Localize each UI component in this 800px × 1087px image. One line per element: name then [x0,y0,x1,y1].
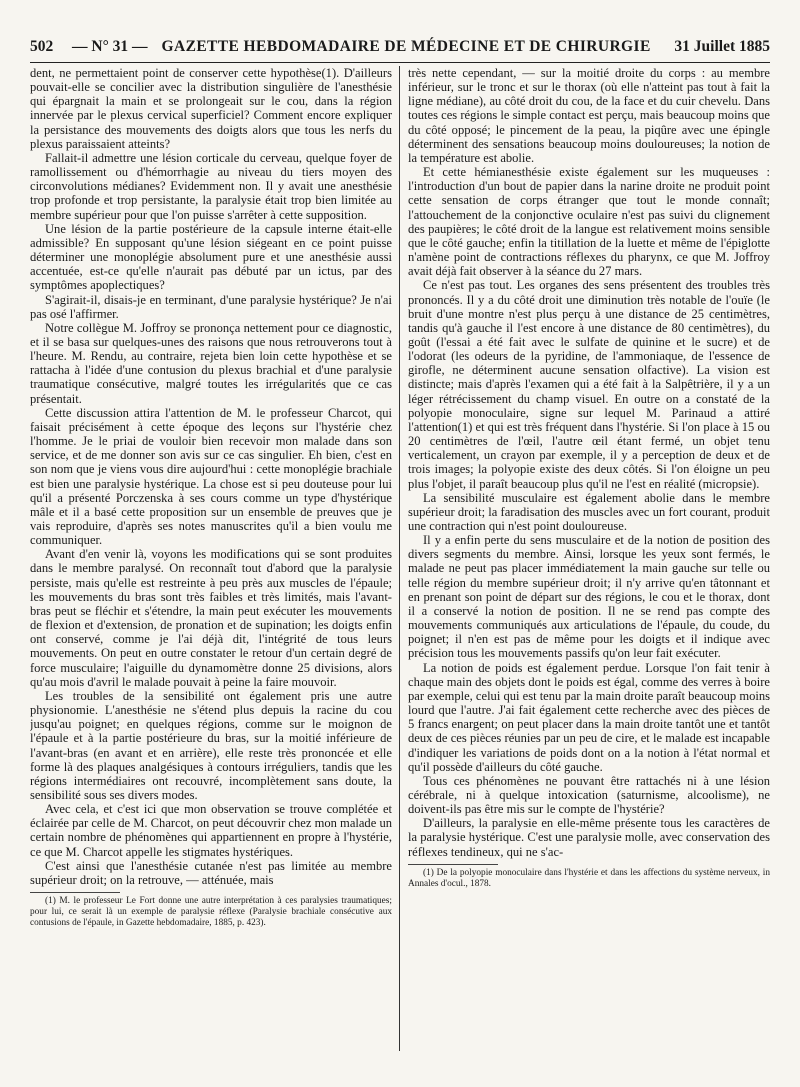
paragraph: S'agirait-il, disais-je en terminant, d'une paralysie hystérique? Je n'ai pas osé l'affirmer. [30,292,392,321]
paragraph: Avec cela, et c'est ici que mon observation se trouve complétée et éclairée par celle de M. Charcot, on peut découvrir chez mon malade un certain nombre de phénomènes qui appartiennent en propre à l'hystérie, ce que M. Charcot appelle les stigmates hystériques. [30,802,392,859]
paragraph: La notion de poids est également perdue. Lorsque l'on fait tenir à chaque main des objets dont le poids est égal, comme des verres à boire par exemple, celui qui est tenu par la main droite paraît beaucoup moins lourd que l'autre. J'ai fait également cette recherche avec des pièces de 5 francs enargent; on peut placer dans la main droite tantôt une et tantôt deux de ces pièces réunies par un peu de cire, et le malade est incapable d'indiquer les variations de poids dont on a la notion à l'état normal et qu'il possède d'ailleurs du côté gauche. [408,660,770,774]
issue-number: — N° 31 — [72,38,148,55]
paragraph: Il y a enfin perte du sens musculaire et de la notion de position des divers segments du membre. Ainsi, lorsque les yeux sont fermés, le malade ne peut pas placer immédiatement la main gauche sur telle ou telle région du membre supérieur droit; il n'y arrive qu'en tâtonnant et en prenant son point de départ sur des régions, le cou et le thorax, dont il a conservé la notion de position. Il ne se rend pas compte des mouvements communiqués aux articulations de l'épaule, du coude, du poignet; il n'en est pas de même pour les doigts et il indique avec précision tous les mouvements passifs qu'on leur fait exécuter. [408,533,770,661]
footnote: (1) De la polyopie monoculaire dans l'hystérie et dans les affections du système nerveux, in Annales d'ocul., 1878. [408,867,770,889]
column-divider [399,66,400,1051]
paragraph: dent, ne permettaient point de conserver cette hypothèse(1). D'ailleurs pouvait-elle se concilier avec la distribution singulière de l'anesthésie qui épargnait la main et se prolongeait sur le cou, dans la région innervée par le plexus cervical superficiel? Comment encore expliquer la persistance des mouvements des doigts alors que tous les nerfs du plexus paraissaient atteints? [30,66,392,151]
paragraph: C'est ainsi que l'anesthésie cutanée n'est pas limitée au membre supérieur droit; on la retrouve, — atténuée, mais [30,858,392,887]
paragraph: Notre collègue M. Joffroy se prononça nettement pour ce diagnostic, et il se basa sur quelques-unes des raisons que nous retrouverons tout à l'heure. M. Rendu, au contraire, rejeta bien loin cette hypothèse et se rattacha à l'idée d'une contusion du plexus brachial et d'une paralysie traumatique consécutive, malgré toutes les irrégularités que ce cas présentait. [30,320,392,406]
paragraph: Une lésion de la partie postérieure de la capsule interne était-elle admissible? En supposant qu'une lésion siégeant en ce point puisse déterminer une monoplégie absolument pure et une anesthésie aussi accentuée, est-ce qu'elle n'aurait pas débuté par un ictus, par des symptômes apoplectiques? [30,221,392,293]
paragraph: Fallait-il admettre une lésion corticale du cerveau, quelque foyer de ramollissement ou d'hémorrhagie au niveau du tiers moyen des circonvolutions médianes? Evidemment non. Il y avait une anesthésie trop profonde et trop persistante, la paralysie était trop bien limitée au membre supérieur pour que l'on puisse s'arrêter à cette supposition. [30,150,392,222]
issue-date: 31 Juillet 1885 [674,38,770,55]
paragraph: Avant d'en venir là, voyons les modifications qui se sont produites dans le membre paralysé. On reconnaît tout d'abord que la paralysie persiste, mais qu'elle est restreinte à peu près aux muscles de l'épaule; les mouvements du bras sont très faibles et très limités, mais l'avant-bras peut se fléchir et s'étendre, la main peut exécuter les mouvements de flexion et d'extension, de pronation et de supination; les doigts enfin ont conservé, comme je l'ai déjà dit, l'intégrité de tous leurs mouvements. On peut en outre constater le retour d'un certain degré de force musculaire; l'aiguille du dynamomètre donne 25 divisions, alors qu'au mois d'avril le malade pouvait à peine la faire mouvoir. [30,547,392,689]
paragraph: Et cette hémianesthésie existe également sur les muqueuses : l'introduction d'un bout de papier dans la narine droite ne produit point cette sensation de corps étranger que tout le monde connaît; l'attouchement de la conjonctive oculaire n'est pas suivi du clignement des paupières; le côté droit de la langue est relativement moins sensible que le côté gauche; enfin la titillation de la luette et même de l'épiglotte n'amène point de contractions réflexes du pharynx, ce que M. Joffroy avait déjà fait observer à la séance du 27 mars. [408,165,770,279]
paragraph: La sensibilité musculaire est également abolie dans le membre supérieur droit; la faradisation des muscles avec un fort courant, produit une contraction qui n'est point douloureuse. [408,490,770,533]
paragraph: Cette discussion attira l'attention de M. le professeur Charcot, qui faisait précisément à cette époque des leçons sur l'hystérie chez l'homme. Je le priai de vouloir bien recevoir mon malade dans son service, et de me donner son avis sur ce cas singulier. Eh bien, c'est en son nom que je viens vous dire aujourd'hui : cette monoplégie brachiale est bien une paralysie hystérique. La chose est si peu douteuse pour lui qu'il a présenté Porczenska à ses cours comme un type d'hystérique mâle et il a basé cette proposition sur un ensemble de preuves que je vais reproduire, d'après ses notes manuscrites qu'il a bien voulu me communiquer. [30,405,392,548]
paragraph: Les troubles de la sensibilité ont également pris une autre physionomie. L'anesthésie ne s'étend plus depuis la racine du cou jusqu'au poignet; en quelques régions, comme sur le moignon de l'épaule et à la partie postérieure du bras, sur la moitié inférieure de l'avant-bras (en avant et en arrière), elle reste très prononcée et elle forme là des plaques analgésiques à contours irréguliers, tandis que les régions intermédiaires ont recouvré, incomplètement sans doute, la sensibilité sous ses divers modes. [30,688,392,802]
footnote-rule [408,864,498,865]
paragraph: D'ailleurs, la paralysie en elle-même présente tous les caractères de la paralysie hystérique. C'est une paralysie molle, avec conservation des réflexes tendineux, qui ne s'ac- [408,816,770,859]
paragraph: très nette cependant, — sur la moitié droite du corps : au membre inférieur, sur le tronc et sur le thorax (où elle n'atteint pas tout à fait la ligne médiane), au côté droit du cou, de la face et du cuir chevelu. Dans toutes ces régions le simple contact est perçu, mais beaucoup moins que du côté opposé; le pincement de la peau, la piqûre avec une épingle déterminent des sensations beaucoup moins douloureuses; la notion de la température est abolie. [408,66,770,165]
left-column [30,66,392,1051]
journal-title: GAZETTE HEBDOMADAIRE DE MÉDECINE ET DE CHIRURGIE [161,38,651,55]
paragraph: Ce n'est pas tout. Les organes des sens présentent des troubles très prononcés. Il y a du côté droit une diminution très notable de l'ouïe (le bruit d'une montre n'est plus perçu à une distance de 25 centimètres, tandis qu'à gauche il l'est encore à une distance de 80 centimètres), du goût (l'essai a été fait avec le sulfate de quinine et le sucre) et de l'odorat (les odeurs de la pyridine, de l'ammoniaque, de l'essence de girofle, ne déterminent aucune sensation olfactive). La vision est distincte; mais d'après l'examen qui a été fait à la Salpêtrière, il y a un léger rétrécissement du champ visuel. En outre on a constaté de la polyopie monoculaire, signe sur lequel M. Parinaud a attiré l'attention(1) et qui est très fréquent dans l'hystérie. Si l'on place à 15 ou 20 centimètres de l'œil, l'autre œil étant fermé, un objet tenu verticalement, un crayon par exemple, il y a perception de deux et de trois images; la polyopie existe des deux côtés. Si l'on éloigne un peu plus l'objet, il paraît beaucoup plus qu'il ne l'est en réalité (micropsie). [408,278,770,491]
right-column [408,66,770,1051]
page-header [30,38,770,60]
header-rule [30,62,770,63]
paragraph: Tous ces phénomènes ne pouvant être rattachés ni à une lésion cérébrale, ni à quelque intoxication (saturnisme, alcoolisme), ne doivent-ils pas être mis sur le compte de l'hystérie? [408,773,770,817]
page-number: 502 [30,38,54,55]
footnote-rule [30,892,120,893]
footnote: (1) M. le professeur Le Fort donne une autre interprétation à ces paralysies traumatiques; pour lui, ce serait là un exemple de paralysie réflexe (Paralysie brachiale consécutive aux contusions de l'épaule, in Gazette hebdomadaire, 1885, p. 423). [30,896,392,929]
